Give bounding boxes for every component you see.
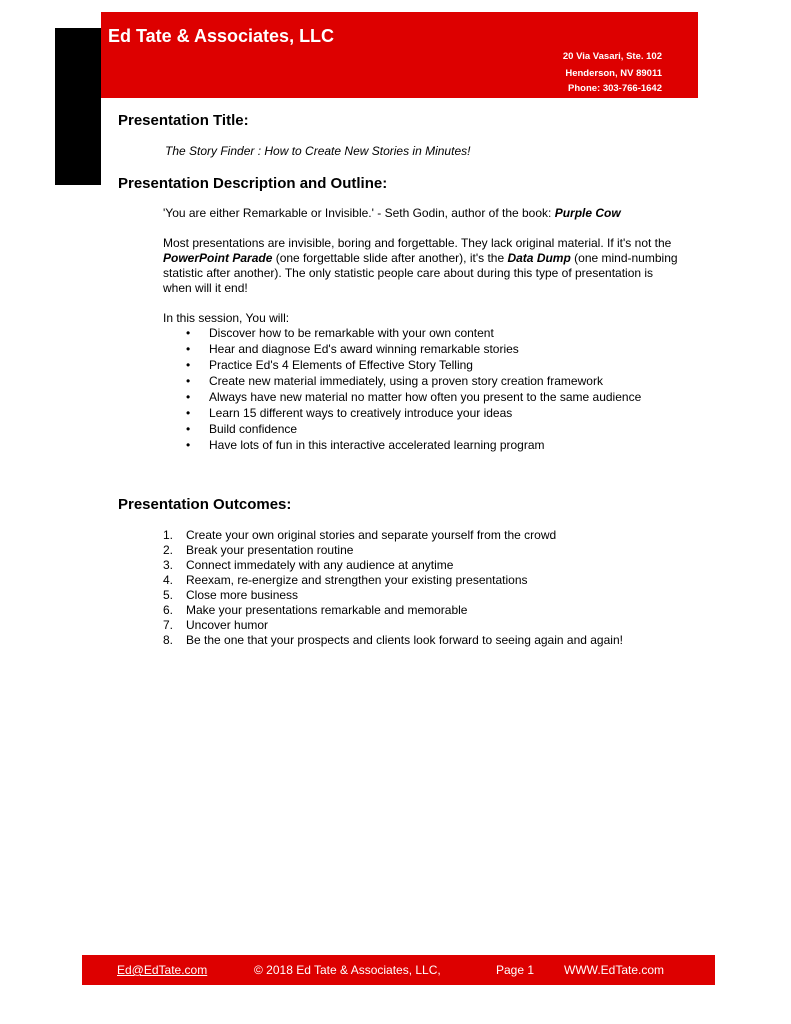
bullet-text: Hear and diagnose Ed's award winning remarkable stories bbox=[209, 342, 519, 356]
description-paragraph bbox=[163, 236, 683, 296]
outcome-item bbox=[163, 633, 703, 648]
bullet-item bbox=[163, 406, 683, 421]
company-name: Ed Tate & Associates, LLC bbox=[108, 26, 335, 46]
outcome-text: Close more business bbox=[186, 588, 299, 602]
bullet-item bbox=[163, 438, 683, 453]
session-bullet-list bbox=[163, 326, 683, 454]
bullet-item bbox=[163, 390, 683, 405]
outcome-number: 1. bbox=[163, 528, 174, 542]
bullet-dot-icon: • bbox=[186, 422, 191, 436]
para-part-3: (one mind-numbing statistic after another). The only statistic people care about during this type of presentation is when will it end! bbox=[163, 251, 678, 295]
para-part-2: (one forgettable slide after another), it's the bbox=[272, 251, 508, 265]
outcome-text: Reexam, re-energize and strengthen your existing presentations bbox=[186, 573, 528, 587]
bullet-text: Discover how to be remarkable with your own content bbox=[209, 326, 494, 340]
outcome-number: 4. bbox=[163, 573, 174, 587]
outcome-item bbox=[163, 588, 703, 603]
bullet-dot-icon: • bbox=[186, 406, 191, 420]
outcome-text: Be the one that your prospects and clients look forward to seeing again and again! bbox=[186, 633, 623, 647]
outcome-item bbox=[163, 558, 703, 573]
bullet-dot-icon: • bbox=[186, 358, 191, 372]
bullet-dot-icon: • bbox=[186, 438, 191, 452]
bullet-dot-icon: • bbox=[186, 342, 191, 356]
outcome-text: Connect immedately with any audience at anytime bbox=[186, 558, 454, 572]
powerpoint-parade-term: PowerPoint Parade bbox=[163, 251, 273, 265]
outcome-text: Break your presentation routine bbox=[186, 543, 354, 557]
bullet-item bbox=[163, 342, 683, 357]
quote-text: 'You are either Remarkable or Invisible.' - Seth Godin, author of the book: bbox=[163, 206, 555, 220]
bullet-item bbox=[163, 358, 683, 373]
outcome-number: 7. bbox=[163, 618, 174, 632]
address-line-1: 20 Via Vasari, Ste. 102 bbox=[562, 51, 662, 62]
outcome-number: 6. bbox=[163, 603, 174, 617]
outcome-number: 3. bbox=[163, 558, 174, 572]
outcomes-list bbox=[163, 528, 703, 648]
footer-copyright: © 2018 Ed Tate & Associates, LLC, bbox=[254, 963, 441, 977]
footer-website: WWW.EdTate.com bbox=[564, 963, 665, 977]
quote-book-title: Purple Cow bbox=[554, 206, 621, 220]
decorative-side-bar bbox=[55, 28, 101, 185]
outcome-item bbox=[163, 618, 703, 633]
talk-title: The Story Finder : How to Create New Stories in Minutes! bbox=[165, 144, 471, 158]
bullet-text: Always have new material no matter how often you present to the same audience bbox=[209, 390, 642, 404]
bullet-dot-icon: • bbox=[186, 390, 191, 404]
bullet-item bbox=[163, 422, 683, 437]
outcome-item bbox=[163, 573, 703, 588]
bullet-item bbox=[163, 326, 683, 341]
bullet-dot-icon: • bbox=[186, 326, 191, 340]
letterhead-banner bbox=[101, 12, 698, 98]
footer-page-number: Page 1 bbox=[496, 963, 535, 977]
footer-email-link[interactable]: Ed@EdTate.com bbox=[117, 963, 208, 977]
bullet-text: Have lots of fun in this interactive accelerated learning program bbox=[209, 438, 545, 452]
bullet-item bbox=[163, 374, 683, 389]
footer-banner bbox=[82, 955, 715, 985]
outcome-number: 8. bbox=[163, 633, 174, 647]
outcome-text: Create your own original stories and separate yourself from the crowd bbox=[186, 528, 557, 542]
description-heading: Presentation Description and Outline: bbox=[118, 175, 388, 192]
data-dump-term: Data Dump bbox=[507, 251, 571, 265]
bullet-text: Learn 15 different ways to creatively introduce your ideas bbox=[209, 406, 513, 420]
outcome-item bbox=[163, 528, 703, 543]
session-intro: In this session, You will: bbox=[163, 311, 290, 325]
outcomes-heading: Presentation Outcomes: bbox=[118, 496, 292, 513]
bullet-dot-icon: • bbox=[186, 374, 191, 388]
phone-number: Phone: 303-766-1642 bbox=[568, 83, 662, 94]
bullet-text: Build confidence bbox=[209, 422, 298, 436]
outcome-text: Make your presentations remarkable and memorable bbox=[186, 603, 468, 617]
para-part-1: Most presentations are invisible, boring and forgettable. They lack original material. If it's not the bbox=[163, 236, 672, 250]
bullet-text: Create new material immediately, using a proven story creation framework bbox=[209, 374, 603, 388]
quote bbox=[163, 206, 683, 221]
outcome-item bbox=[163, 603, 703, 618]
presentation-title-heading: Presentation Title: bbox=[118, 112, 249, 129]
outcome-number: 2. bbox=[163, 543, 174, 557]
bullet-text: Practice Ed's 4 Elements of Effective Story Telling bbox=[209, 358, 473, 372]
outcome-text: Uncover humor bbox=[186, 618, 269, 632]
address-line-2: Henderson, NV 89011 bbox=[565, 68, 662, 79]
outcome-item bbox=[163, 543, 703, 558]
outcome-number: 5. bbox=[163, 588, 174, 602]
